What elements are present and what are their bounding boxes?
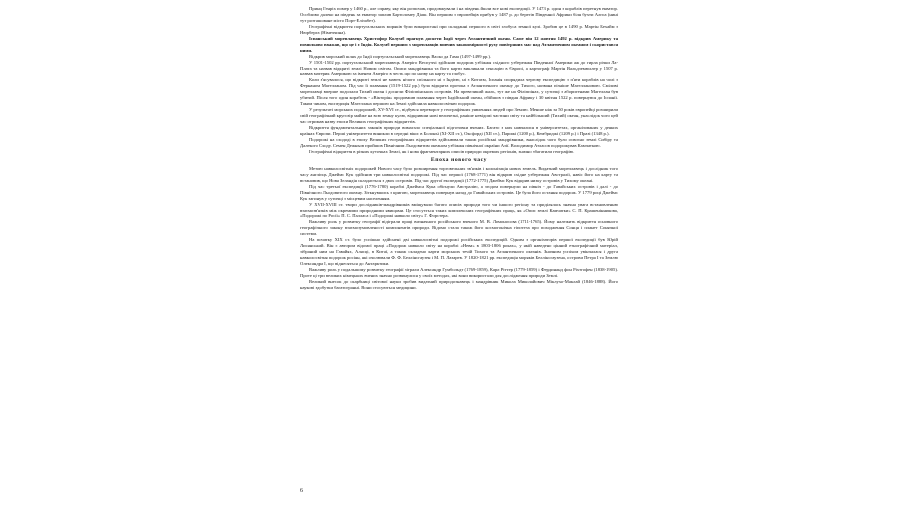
paragraph: Іспанський мореплавець Христофор Колумб прагнув досягти Індії через Атлантичний океан. Саме він 12 жовтня 1492 р. відкрив Америку та помилково вважав, що це і є Індія. Колумб першим з мореплавців вивчив закономірності руху повітряних мас над Атлантичним океаном і скористався ними. (300, 35, 618, 53)
paragraph: Подорожі на схододі в епоху Великих географічних відкриттів здійснювали також російські мандрівники, внаслідок чого було освоєно землі Сибіру та Далекого Сходу. Семен Дежньов пройшов Північним Льодовитим океаном узбіжжя північної окраїни Азії. Володимир Атласов подорожував Камчаткою. (300, 136, 618, 148)
paragraph: Коли з'ясувалося, що відкриті землі не мають нічого спільного ні з Індією, ні з Китаєм, Іспанія спорядила чергову експедицію з п'яти кораблів на чолі з Фернаном Магелланом. Під час її плавання (1519-1522 рр.) була відкрита протока з Атлантичного океану до Тихого, названа пізніше Магеллановою. Сміливі мореплавці вперше подолали Тихий океан і досягли Філіппінських островів. На превеликий жаль, тут же на Філіппінах, у сутичці з аборигенами Магеллан був убитий. Після того один корабель - «Вікторія» продовжив плавання через Індійський океан, обійшов з півдня Африку і 30 квітня 1522 р. повернувся до Іспанії. Таким чином, експедиція Магеллана першою на Землі здійснила навколосвітню подорож. (300, 77, 618, 107)
paragraph: Великий внесок до скарбниці світової науки зробив видатний природознавець і мандрівник Микола Миколайович Міклухо-Маклай (1846-1888). Його наукові здобутки багатогранні. Вони стосуються медицини. (300, 278, 618, 290)
paragraph: Географічні відкриття португальських моряків були використані при складанні першого в світі глобуса земної кулі. Зробив це в 1490 р. Мартін Бехайм з Нюрберга (Німеччина). (300, 23, 618, 35)
paragraph: Відкрив морський шлях до Індії португальський мореплавець Васко да Гама (1497-1499 рр.). (309, 53, 492, 59)
paragraph: Важливу роль у подальшому розвитку географії зіграли Александр Гумбольдт (1769-1859), Карл Ріттер (1779-1859) і Фердинанд фон Ріхтгофен (1838-1905). Проте ці три великих німецьких вчених значно розвинулися у своїх методах, які вони використали для дослідження природи Землі. (300, 267, 618, 278)
paragraph: Під час третьої експедиції (1776-1780) кораблі Джеймса Кука обігнули Австралію, а згодом повернули на північ - до Гавайських островів і далі - до Північного Льодовитого океану. Зіткнувшись з кригою, мореплавець повернув назад до Гавайських островів. Це була його остання подорож. У 1779 році Джеймс Кук загинув у сутичці з місцевим населенням. (300, 183, 618, 201)
paragraph: Метою навколосвітніх подорожей Нового часу було розширення торговельних зв'язків і колонізація нових земель. Видатний мореплавець і дослідник того часу англієць Джеймс Кук здійснив три навколосвітні подорожі. Під час першої (1768-1771) він відкрив східне узбережжя Австралії, навіс його на карту та встановив, що Нова Зеландія складається з двох островів. Під час другої експедиції (1772-1775) Джеймс Кук відкрив низку островів у Тихому океані. (300, 165, 618, 183)
page-number: 6 (300, 488, 303, 494)
paragraph: У 1501-1502 рр. португальський мореплавець Амеріго Веспуччі здійснив подорож узбіжжя східного узбережжя Південної Америки аж до гирла річки Ла-Плата та назвав відкриті землі Новим світом. Описи мандрівника та його карти викликали сенсацію в Європі, а картограф Мартін Вальдземюллер у 1507 р. назвав материк Америкою за іменем Амеріго в честь що по назву на карту та глобус. (300, 59, 618, 77)
body-text-before-section (300, 6, 618, 155)
paragraph: На початку XIX ст. було успішно здійснені дві навколосвітні подорожі російських експедицій. Одним з організаторів першої експедиції був Юрій Лисянський. Він є автором відомої праці «Подорож навколо світу на кораблі «Нева» в 1803-1806 роках», у якій наведено цінний етнографічний матеріал, зібраний ним на Гавайях, Алясці, в Китаї, а також складено карти морських течій Тихого та Атлантичного океанів. Значним успіхом увінчалася і друга навколосвітня подорож росіян, які очолювали Ф. Ф. Беллінсгаузен і М. П. Лазарев. У 1820-1821 рр. експедиція моряків Беллінсгаузена, острови Петра І та Землю Олександра І, що віднесяться до Антарктики. (300, 237, 618, 267)
section-title: Епоха нового часу (430, 156, 488, 163)
paragraph: У XVII-XVIII ст. твори дослідників-мандрівників вміщували багато описів природи того чи іншого регіону та приділялась значна увага встановленню взаємозв'язків між окремими природними явищами. Це стосується таких комплексних географічних праць, як «Опис землі Камчатки» С. П. Крашенінникова, «Подорожі по Росії» П. С. Палласа і «Подорожі навколо світу» Г. Форстера. (300, 201, 618, 219)
paragraph: Принц Генріх помер у 1460 р., але справу, яку він розпочав, продовжували і на південь йшли все нові експедиції. У 1473 р. один з кораблів перетнув екватор. Особливо далеко на південь за екватор заплив Бартоломеу Діаш. Він першим з європейців прибув у 1487 р. до берегів Південної Африки біля бухти Алгоа (нині тут розташоване місто Порт-Елізабет). (300, 6, 618, 23)
paragraph: Географічні відкриття в різних куточках Землі, як і нова фрагментарних описів природи окремих регіонів, значно збагатили географію. (309, 148, 575, 154)
paragraph: Відкриття фундаментальних законів природи вимагало спеціальної підготовки вчених. Багато з них навчалися в університетах, організованих у деяких країнах Європи. Перші університети виникли в середні віки: в Болоньї (XI-XII ст.), Оксфорді (XII ст.), Парижі (1200 р.), Кембриджі (1209 р.) і Празі (1348 р.). (300, 125, 618, 137)
document-page (300, 6, 618, 504)
paragraph: Важливу роль у розвитку географії відіграли праці визначного російського вченого М. В. Ломоносова (1711-1765). Йому належить відкриття основного географічного закону взаємозумовленості компонентів природи. Відомо стала також його космогонічна гіпотеза про походження Сонця і планет Сонячної системи. (300, 219, 618, 237)
paragraph: У результаті морських подорожей, XV-XVI ст., відбувся переворот у географічних уявленнях людей про Землю. Менше ніж за 50 років європейці розширили свій географічний кругозір майже на всю земну кулю, відкривши нові величезні, раніше невідомі частини світу та найбільший (Тихий) океан, унаслідок чого цей час отримав назву епохи Великих географічних відкриттів. (300, 107, 618, 125)
body-text-after-section (300, 166, 618, 291)
